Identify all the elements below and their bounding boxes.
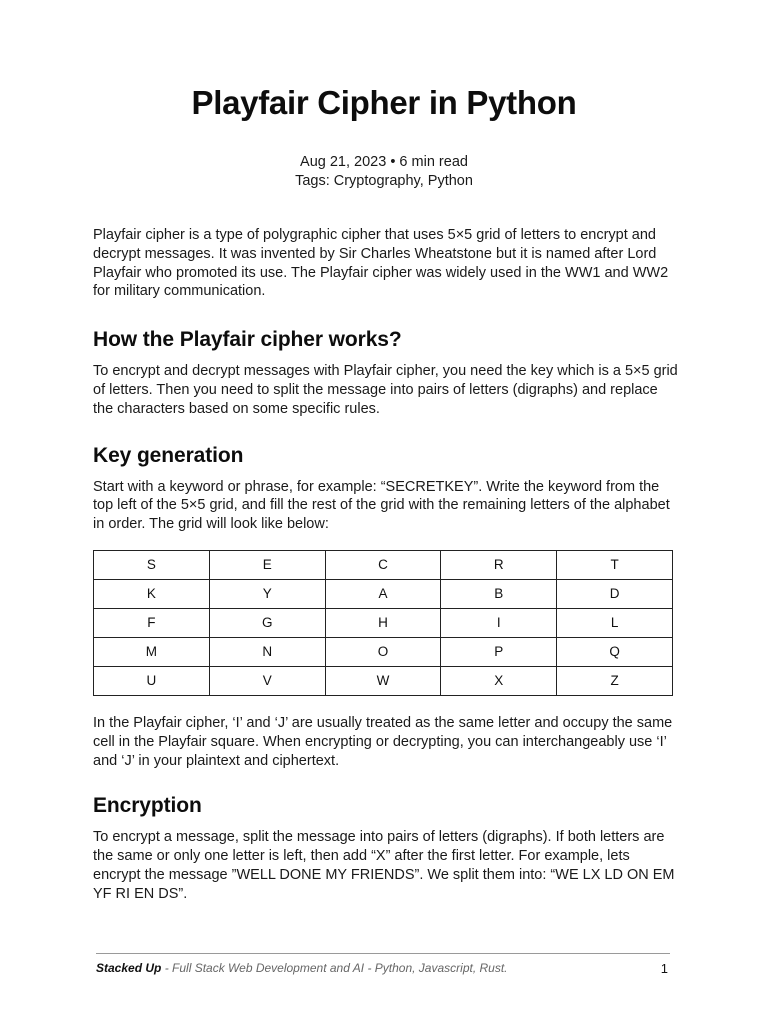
intro-paragraph: Playfair cipher is a type of polygraphic cipher that uses 5×5 grid of letters to encrypt and decrypt messages. It was invented by Sir Charles Wheatstone but it is named after Lord Playfair who promoted its use. The Playfair cipher was widely used in the WW1 and WW2 for military communication. (93, 227, 669, 300)
grid-cell: E (209, 550, 325, 579)
playfair-key-grid (93, 550, 673, 696)
key-generation-paragraph: Start with a keyword or phrase, for example: “SECRETKEY”. Write the keyword from the top left of the 5×5 grid, and fill the rest of the grid with the remaining letters of the alphabet in order. The grid will look like below: (93, 478, 670, 533)
grid-row (94, 579, 673, 608)
date-readtime: Aug 21, 2023 • 6 min read (300, 154, 468, 170)
grid-cell: G (209, 608, 325, 637)
grid-cell: M (94, 637, 210, 666)
grid-cell: C (325, 550, 441, 579)
grid-cell: I (441, 608, 557, 637)
grid-cell: Q (557, 637, 673, 666)
grid-row (94, 637, 673, 666)
grid-row (94, 608, 673, 637)
footer-brand: Stacked Up (96, 961, 162, 975)
grid-cell: H (325, 608, 441, 637)
grid-row (94, 666, 673, 695)
how-it-works-paragraph: To encrypt and decrypt messages with Playfair cipher, you need the key which is a 5×5 grid of letters. Then you need to split the message into pairs of letters (digraphs) and replace the characters based on some specific rules. (93, 363, 678, 417)
grid-cell: Z (557, 666, 673, 695)
grid-cell: N (209, 637, 325, 666)
grid-cell: S (94, 550, 210, 579)
grid-cell: W (325, 666, 441, 695)
grid-cell: O (325, 637, 441, 666)
grid-cell: D (557, 579, 673, 608)
grid-cell: B (441, 579, 557, 608)
grid-cell: F (94, 608, 210, 637)
heading-how-it-works: How the Playfair cipher works? (93, 328, 402, 352)
article-meta (0, 153, 768, 191)
page-footer (96, 961, 670, 975)
footer-tagline: - Full Stack Web Development and AI - Python, Javascript, Rust. (161, 961, 508, 975)
encryption-paragraph: To encrypt a message, split the message into pairs of letters (digraphs). If both letters are the same or only one letter is left, then add “X” after the first letter. For example, lets encrypt the message ”WELL DONE MY FRIENDS”. We split them into: “WE LX LD ON EM YF RI EN DS”. (93, 829, 675, 902)
grid-cell: V (209, 666, 325, 695)
i-j-note-paragraph: In the Playfair cipher, ‘I’ and ‘J’ are usually treated as the same letter and occupy the same cell in the Playfair square. When encrypting or decrypting, you can interchangeably use ‘I’ and ‘J’ in your plaintext and ciphertext. (93, 714, 673, 769)
heading-encryption: Encryption (93, 794, 202, 818)
article-title: Playfair Cipher in Python (191, 84, 577, 121)
heading-key-generation: Key generation (93, 443, 244, 467)
grid-cell: P (441, 637, 557, 666)
grid-cell: R (441, 550, 557, 579)
grid-cell: T (557, 550, 673, 579)
grid-row (94, 550, 673, 579)
tags-line: Tags: Cryptography, Python (295, 173, 473, 189)
grid-cell: A (325, 579, 441, 608)
grid-cell: K (94, 579, 210, 608)
footer-divider (96, 953, 670, 954)
grid-cell: U (94, 666, 210, 695)
page-number: 1 (660, 961, 668, 976)
article-body (93, 226, 678, 904)
grid-cell: L (557, 608, 673, 637)
grid-cell: Y (209, 579, 325, 608)
grid-cell: X (441, 666, 557, 695)
